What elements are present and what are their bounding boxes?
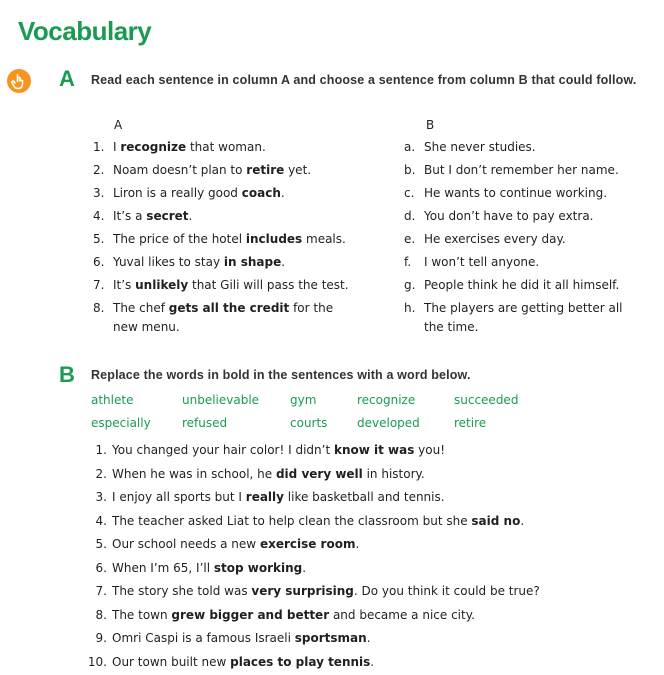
item-number: 1. — [95, 443, 107, 457]
item-number: 2. — [95, 466, 107, 481]
text-part: I won’t tell anyone. — [424, 255, 540, 269]
item-letter: d. — [404, 209, 416, 223]
item-number: 3. — [93, 186, 105, 200]
item-number: 7. — [93, 278, 105, 292]
column-b-item — [404, 253, 539, 272]
word-bank-word: gym — [290, 393, 317, 407]
text-part: . — [188, 209, 193, 223]
bold-term: secret — [146, 209, 189, 223]
word-bank-word: especially — [91, 416, 151, 430]
text-part: I — [113, 140, 121, 154]
bold-term: recognize — [120, 140, 187, 154]
column-a-item — [93, 184, 285, 203]
word-bank-word: courts — [290, 416, 328, 430]
column-a-header: A — [114, 118, 123, 132]
text-part: . — [302, 560, 307, 575]
item-text — [424, 138, 536, 157]
bold-term: includes — [245, 232, 303, 246]
word-bank-word: refused — [182, 416, 228, 430]
item-text — [112, 629, 371, 648]
sentence-item — [84, 582, 540, 601]
bold-term: really — [245, 490, 284, 504]
text-part: Yuval likes to stay — [113, 255, 224, 269]
bold-term: grew bigger and better — [171, 607, 330, 622]
item-text — [424, 207, 593, 226]
item-text — [112, 441, 445, 460]
bold-term: said no — [471, 513, 521, 528]
item-number: 4. — [93, 209, 105, 223]
column-a-item — [93, 138, 266, 157]
column-a-item — [93, 161, 311, 180]
item-number: 2. — [93, 163, 105, 177]
item-number: 8. — [93, 301, 105, 315]
item-text — [112, 512, 524, 531]
word-bank-word: recognize — [357, 393, 416, 407]
column-b-header: B — [426, 118, 435, 132]
item-text — [113, 299, 333, 337]
section-b-instruction: Replace the words in bold in the sentences with a word below. — [91, 368, 471, 382]
bold-term: exercise room — [259, 537, 356, 551]
column-a-item — [93, 230, 346, 249]
column-b-item — [404, 230, 566, 249]
column-b-item — [404, 138, 536, 157]
item-text — [113, 184, 285, 203]
text-part: People think he did it all himself. — [424, 278, 620, 292]
text-part: The chef — [113, 301, 169, 315]
item-letter: h. — [404, 301, 416, 315]
text-part: Liron is a really good — [113, 186, 242, 200]
item-letter: e. — [404, 232, 416, 246]
text-part: . — [370, 654, 375, 669]
bold-term: places to play tennis — [230, 654, 371, 669]
item-number: 3. — [95, 490, 107, 504]
text-part: in history. — [362, 466, 425, 481]
text-part: He exercises every day. — [424, 232, 566, 246]
item-text — [112, 535, 359, 554]
item-number: 6. — [93, 255, 105, 269]
item-text — [424, 276, 619, 295]
pointer-hand-badge — [7, 69, 31, 93]
column-b-item — [404, 299, 623, 337]
text-part: like basketball and tennis. — [283, 490, 445, 504]
text-part: When I’m 65, I’ll — [112, 560, 214, 575]
sentence-item — [84, 488, 445, 507]
bold-term: stop working — [213, 560, 303, 575]
item-number: 10. — [87, 654, 107, 669]
item-text — [113, 253, 285, 272]
sentence-item — [84, 606, 475, 625]
text-part: The story she told was — [112, 584, 252, 598]
text-part: . — [366, 631, 371, 645]
text-part: . — [280, 186, 285, 200]
text-part: that woman. — [186, 140, 266, 154]
pointer-hand-icon — [7, 69, 31, 93]
column-a-item — [93, 276, 349, 295]
text-part: . — [355, 537, 360, 551]
item-text — [112, 559, 306, 578]
sentence-item — [84, 559, 306, 578]
item-letter: a. — [404, 140, 416, 154]
text-part: You don’t have to pay extra. — [424, 209, 594, 223]
text-part: It’s — [113, 278, 136, 292]
column-b-item — [404, 161, 619, 180]
item-text — [424, 230, 566, 249]
sentence-item — [84, 629, 371, 648]
item-text — [113, 276, 349, 295]
item-number: 1. — [93, 140, 105, 154]
text-part: . Do you think it could be true? — [353, 584, 540, 598]
bold-term: did very well — [275, 466, 363, 481]
text-part: for the — [289, 301, 334, 315]
item-text — [113, 138, 266, 157]
text-part: The players are getting better all — [424, 301, 623, 315]
item-letter: f. — [404, 255, 412, 269]
item-text — [113, 207, 192, 226]
text-part: When he was in school, he — [112, 466, 276, 481]
text-part: He wants to continue working. — [424, 186, 608, 200]
text-part: I enjoy all sports but I — [112, 490, 246, 504]
item-text — [112, 606, 475, 625]
item-text — [113, 230, 346, 249]
text-part: and became a nice city. — [329, 607, 475, 622]
sentence-item — [84, 512, 524, 531]
text-part: Noam doesn’t plan to — [113, 163, 247, 177]
text-part: yet. — [284, 163, 312, 177]
column-b-item — [404, 276, 619, 295]
item-text — [424, 299, 623, 337]
text-part: But I don’t remember her name. — [424, 163, 619, 177]
text-part: new menu. — [113, 320, 180, 334]
bold-term: coach — [241, 186, 281, 200]
item-number: 5. — [95, 537, 107, 551]
item-number: 6. — [95, 560, 107, 575]
sentence-item — [84, 653, 374, 672]
item-letter: c. — [404, 186, 415, 200]
text-part: meals. — [302, 232, 346, 246]
item-number: 5. — [93, 232, 105, 246]
item-letter: g. — [404, 278, 416, 292]
sentence-item — [84, 465, 425, 484]
bold-term: gets all the credit — [168, 301, 290, 315]
item-number: 9. — [95, 631, 107, 645]
bold-term: know it was — [333, 443, 415, 457]
item-number: 4. — [95, 513, 107, 528]
column-b-item — [404, 207, 593, 226]
item-text — [424, 184, 607, 203]
item-text — [112, 465, 425, 484]
item-text — [424, 161, 619, 180]
item-text — [112, 582, 540, 601]
column-a-item — [93, 299, 333, 337]
column-a-item — [93, 207, 192, 226]
bold-term: very surprising — [251, 584, 354, 598]
item-text — [112, 488, 445, 507]
word-bank-word: unbelievable — [182, 393, 260, 407]
text-part: It’s a — [113, 209, 147, 223]
word-bank-word: succeeded — [454, 393, 519, 407]
column-a-item — [93, 253, 285, 272]
item-text — [112, 653, 374, 672]
column-b-item — [404, 184, 607, 203]
sentence-item — [84, 441, 445, 460]
item-number: 7. — [95, 584, 107, 598]
sentence-item — [84, 535, 359, 554]
text-part: The teacher asked Liat to help clean the classroom but she — [112, 513, 472, 528]
item-text — [424, 253, 539, 272]
section-a-letter: A — [59, 66, 75, 91]
bold-term: retire — [246, 163, 285, 177]
text-part: . — [520, 513, 525, 528]
text-part: Our town built new — [112, 654, 231, 669]
text-part: you! — [414, 443, 446, 457]
word-bank-word: retire — [454, 416, 487, 430]
page-title: Vocabulary — [18, 16, 152, 46]
item-letter: b. — [404, 163, 416, 177]
bold-term: in shape — [223, 255, 282, 269]
bold-term: sportsman — [294, 631, 367, 645]
word-bank-word: developed — [357, 416, 420, 430]
text-part: The town — [112, 607, 172, 622]
bold-term: unlikely — [135, 278, 189, 292]
item-number: 8. — [95, 607, 107, 622]
item-text — [113, 161, 311, 180]
section-a-instruction: Read each sentence in column A and choose a sentence from column B that could follow. — [91, 73, 637, 87]
text-part: You changed your hair color! I didn’t — [112, 443, 334, 457]
text-part: Our school needs a new — [112, 537, 260, 551]
text-part: . — [281, 255, 286, 269]
text-part: Omri Caspi is a famous Israeli — [112, 631, 295, 645]
text-part: that Gili will pass the test. — [188, 278, 349, 292]
word-bank-word: athlete — [91, 393, 134, 407]
text-part: The price of the hotel — [113, 232, 246, 246]
section-b-letter: B — [59, 362, 75, 387]
text-part: She never studies. — [424, 140, 536, 154]
text-part: the time. — [424, 320, 479, 334]
